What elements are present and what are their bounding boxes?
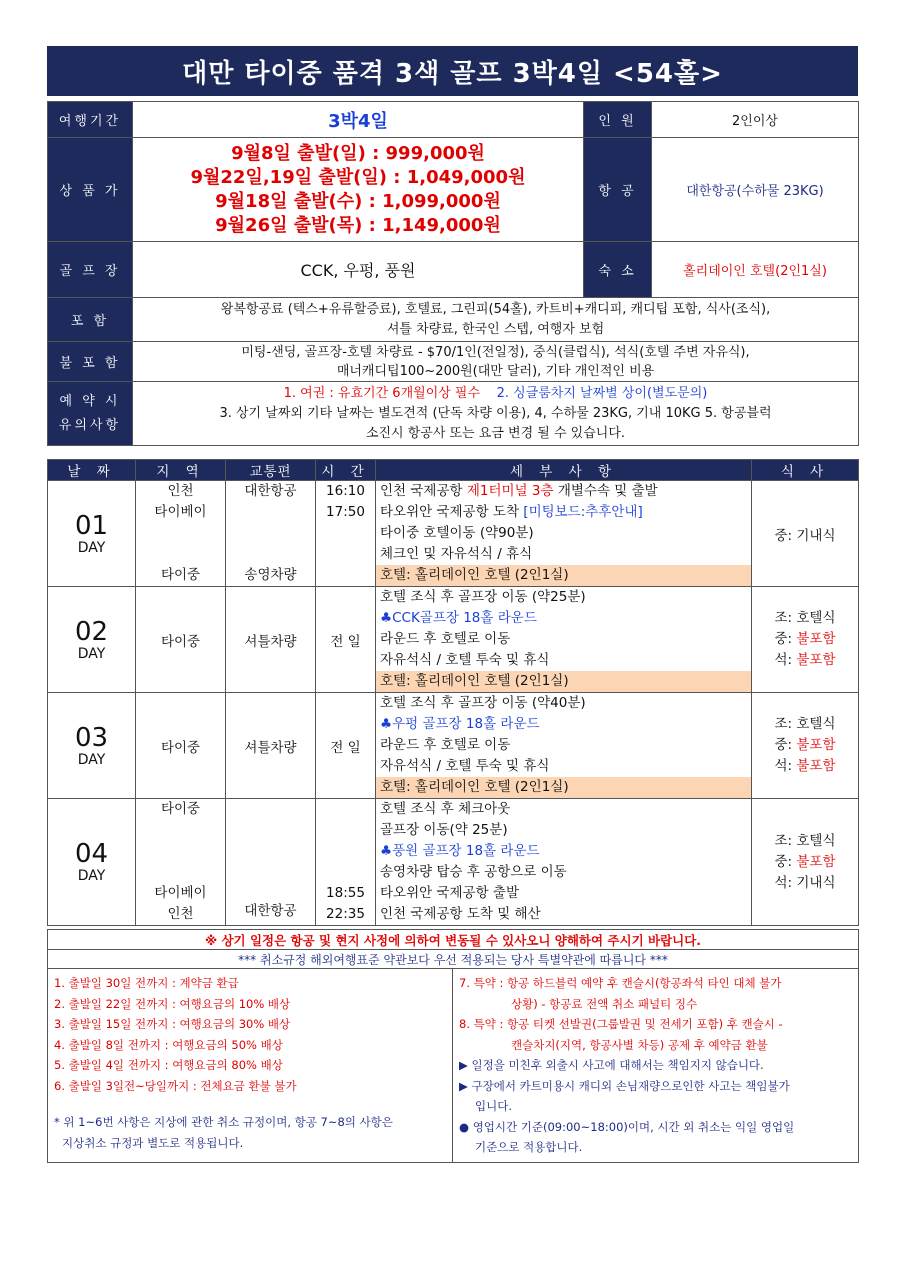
day-details: 호텔 조식 후 체크아웃 골프장 이동(약 25분) ♣풍원 골프장 18홀 라운드 송영차량 탑승 후 공항으로 이동 타오위안 국제공항 출발 인천 국제공항 도착 및 해산 [376, 799, 752, 926]
day-regions: 타이중 타이베이 인천 [136, 799, 226, 926]
exclude-line: 미팅-샌딩, 골프장-호텔 차량료 - $70/1인(전일정), 중식(클럽식), 석식(호텔 주변 자유식), [241, 344, 750, 360]
day-time: 전 일 [316, 587, 376, 693]
cancel-right [453, 969, 859, 1163]
head-transport: 교통편 [226, 460, 316, 481]
hotel-label: 숙 소 [584, 242, 652, 298]
cancel-left [48, 969, 453, 1163]
include-line: 셔틀 차량료, 한국인 스텝, 여행자 보험 [386, 321, 605, 337]
page-title: 대만 타이중 품격 3색 골프 3박4일 <54홀> [47, 46, 858, 96]
info-table [47, 101, 859, 446]
booking-line: 3. 상기 날짜외 기타 날짜는 별도견적 (단독 차량 이용), 4, 수하물 23KG, 기내 10KG 5. 항공블럭 [219, 405, 772, 421]
day-region: 타이중 [136, 693, 226, 799]
price-line: 9월22일,19일 출발(일) : 1,049,000원 [190, 166, 526, 188]
cancel-rule: 3. 출발일 15일 전까지 : 여행요금의 30% 배상 [54, 1017, 291, 1031]
day-meal: 조: 호텔식 중: 불포함 석: 불포함 [752, 693, 859, 799]
head-meal: 식 사 [752, 460, 859, 481]
include-text [133, 298, 859, 342]
booking-line [133, 384, 858, 404]
day-number: 01 DAY [48, 481, 136, 587]
cancel-rule: 8. 특약 : 항공 티켓 선발권(그룹발권 및 전세기 포함) 후 캔슬시 - [459, 1017, 783, 1031]
hotel-row: 호텔: 홀리데이인 호텔 (2인1실) [376, 671, 751, 692]
price-line: 9월26일 출발(목) : 1,149,000원 [215, 214, 501, 236]
cancel-rule: 기준으로 적용합니다. [475, 1140, 583, 1154]
hotel-row: 호텔: 홀리데이인 호텔 (2인1실) [376, 777, 751, 798]
day-row [48, 587, 859, 693]
head-date: 날 짜 [48, 460, 136, 481]
airline-label: 항 공 [584, 138, 652, 242]
people-label: 인 원 [584, 102, 652, 138]
cancel-rule: ▶ 구장에서 카트미용시 캐디외 손님재량으로인한 사고는 책임불가 [459, 1078, 790, 1093]
cancel-rule: 6. 출발일 3일전~당일까지 : 전체요금 환불 불가 [54, 1078, 297, 1093]
day-transports: 대한항공 송영차량 [226, 481, 316, 587]
period-value: 3박4일 [133, 102, 584, 138]
cancel-note: * 위 1~6번 사항은 지상에 관한 취소 규정이며, 항공 7~8의 사항은 [54, 1115, 393, 1129]
cancel-rule: 1. 출발일 30일 전까지 : 계약금 환급 [54, 976, 239, 990]
booking-label [48, 382, 133, 446]
schedule-notice: ※ 상기 일정은 항공 및 현지 사정에 의하여 변동될 수 있사오니 양해하여 주시기 바랍니다. [48, 930, 859, 950]
day-details: 인천 국제공항 제1터미널 3층 개별수속 및 출발 타오위안 국제공항 도착 [미팅보드:추후안내] 타이중 호텔이동 (약90분) 체크인 및 자유석식 / 휴식 호텔: 홀리데이인 호텔 (2인1실) [376, 481, 752, 587]
day-details: 호텔 조식 후 골프장 이동 (약40분) ♣우펑 골프장 18홀 라운드 라운드 후 호텔로 이동 자유석식 / 호텔 투숙 및 휴식 호텔: 홀리데이인 호텔 (2인1실) [376, 693, 752, 799]
hotel-value: 홀리데이인 호텔(2인1실) [652, 242, 859, 298]
day-meal: 조: 호텔식 중: 불포함 석: 기내식 [752, 799, 859, 926]
include-line: 왕복항공료 (텍스+유류할증료), 호텔료, 그린피(54홀), 카트비+캐디피, 캐디팁 포함, 식사(조식), [220, 301, 771, 317]
day-time: 전 일 [316, 693, 376, 799]
day-times: 16:10 17:50 [316, 481, 376, 587]
cancel-rule: ▶ 일정을 미친후 외출시 사고에 대해서는 책임지지 않습니다. [459, 1058, 764, 1072]
day-row [48, 481, 859, 587]
include-label: 포 함 [48, 298, 133, 342]
booking-line: 소진시 항공사 또는 요금 변경 될 수 있습니다. [365, 425, 626, 441]
cancel-table [47, 929, 859, 1163]
price-line: 9월8일 출발(일) : 999,000원 [231, 142, 485, 164]
day-number: 02 DAY [48, 587, 136, 693]
price-label: 상 품 가 [48, 138, 133, 242]
cancel-rule: 5. 출발일 4일 전까지 : 여행요금의 80% 배상 [54, 1058, 283, 1072]
people-value: 2인이상 [652, 102, 859, 138]
cancel-rule: 입니다. [475, 1099, 512, 1113]
day-meal: 중: 기내식 [752, 481, 859, 587]
day-regions: 인천 타이베이 타이중 [136, 481, 226, 587]
golf-value: CCK, 우펑, 풍원 [133, 242, 584, 298]
cancel-rule: 7. 특약 : 항공 하드블럭 예약 후 캔슬시(항공좌석 타인 대체 불가 [459, 976, 782, 990]
booking-label-line: 유의사항 [58, 417, 122, 433]
day-row [48, 799, 859, 926]
price-list [133, 138, 584, 242]
day-number: 04 DAY [48, 799, 136, 926]
cancel-rule: 2. 출발일 22일 전까지 : 여행요금의 10% 배상 [54, 996, 291, 1011]
cancel-heading: *** 취소규정 해외여행표준 약관보다 우선 적용되는 당사 특별약관에 따릅니다 *** [48, 950, 859, 969]
exclude-line: 매너캐디팁100~200원(대만 달러), 기타 개인적인 비용 [336, 363, 655, 379]
day-meal: 조: 호텔식 중: 불포함 석: 불포함 [752, 587, 859, 693]
cancel-rule: 4. 출발일 8일 전까지 : 여행요금의 50% 배상 [54, 1037, 283, 1052]
booking-single: 2. 싱글룸차지 날짜별 상이(별도문의) [496, 385, 708, 401]
day-transport: 셔틀차량 [226, 693, 316, 799]
head-detail: 세 부 사 항 [376, 460, 752, 481]
exclude-label: 불 포 함 [48, 342, 133, 382]
cancel-rule: 캔슬차지(지역, 항공사별 차등) 공제 후 예약금 환불 [511, 1037, 768, 1052]
booking-text [133, 382, 859, 446]
cancel-rule: 상황) - 항공료 전액 취소 패널티 징수 [511, 996, 698, 1011]
airline-value: 대한항공(수하물 23KG) [652, 138, 859, 242]
day-times: 18:55 22:35 [316, 799, 376, 926]
golf-label: 골 프 장 [48, 242, 133, 298]
booking-passport: 1. 여권 : 유효기간 6개월이상 필수 [283, 385, 481, 401]
head-region: 지 역 [136, 460, 226, 481]
day-region: 타이중 [136, 587, 226, 693]
exclude-text [133, 342, 859, 382]
day-row [48, 693, 859, 799]
booking-label-line: 예 약 시 [59, 393, 121, 409]
day-transport: 셔틀차량 [226, 587, 316, 693]
cancel-rule: ● 영업시간 기준(09:00~18:00)이며, 시간 외 취소는 익일 영업일 [459, 1119, 795, 1134]
cancel-note: 지상취소 규정과 별도로 적용됩니다. [62, 1135, 244, 1150]
price-line: 9월18일 출발(수) : 1,099,000원 [215, 190, 501, 212]
period-label: 여행기간 [48, 102, 133, 138]
day-number: 03 DAY [48, 693, 136, 799]
hotel-row: 호텔: 홀리데이인 호텔 (2인1실) [376, 565, 751, 586]
head-time: 시 간 [316, 460, 376, 481]
day-details: 호텔 조식 후 골프장 이동 (약25분) ♣CCK골프장 18홀 라운드 라운드 후 호텔로 이동 자유석식 / 호텔 투숙 및 휴식 호텔: 홀리데이인 호텔 (2인1실) [376, 587, 752, 693]
day-transport: 대한항공 [226, 799, 316, 926]
itinerary-table [47, 459, 859, 926]
